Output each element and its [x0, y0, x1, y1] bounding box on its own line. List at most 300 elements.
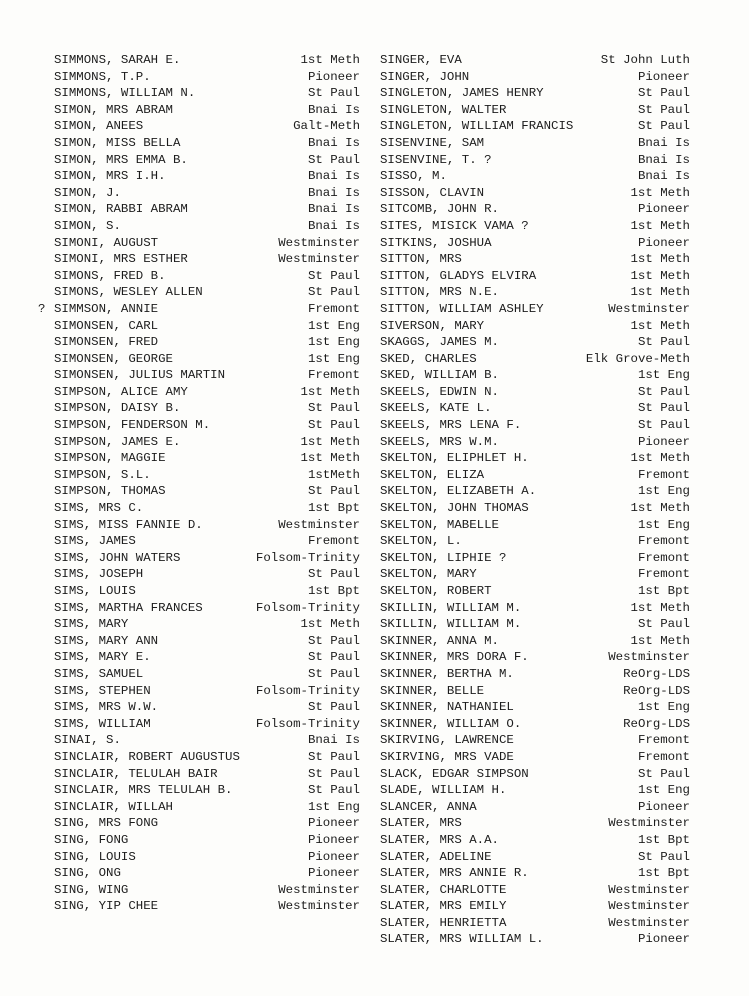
entry-church: Westminster	[608, 301, 690, 316]
entry-church: Bnai Is	[637, 135, 690, 150]
entry-church: Folsom-Trinity	[255, 550, 360, 565]
entry-name: SINGLETON, WILLIAM FRANCIS	[380, 119, 574, 134]
list-item	[380, 666, 690, 683]
entry-name: SISSON, CLAVIN	[380, 185, 485, 200]
entry-name: SIMON, S.	[54, 218, 121, 233]
entry-name: SIMON, MRS I.H.	[54, 169, 166, 184]
entry-church: St Paul	[637, 766, 690, 781]
entry-name: SKELTON, LIPHIE ?	[380, 550, 507, 565]
entry-church: Fremont	[637, 534, 690, 549]
entry-name: SIMS, LOUIS	[54, 584, 136, 598]
list-item	[380, 69, 690, 86]
entry-name: SKED, WILLIAM B.	[380, 368, 499, 383]
entry-name: SIMONI, AUGUST	[54, 235, 159, 250]
entry-church: 1st Meth	[630, 318, 690, 333]
entry-name: SIMS, MARY ANN	[54, 633, 159, 648]
entry-church: ReOrg-LDS	[623, 666, 690, 681]
list-item	[380, 583, 690, 600]
list-item	[38, 500, 360, 517]
list-item	[38, 52, 360, 69]
entry-name: SIMPSON, MAGGIE	[54, 451, 166, 466]
left-column	[38, 52, 360, 915]
list-item	[380, 882, 690, 899]
entry-name: SKED, CHARLES	[380, 351, 477, 366]
entry-church: Westminster	[278, 882, 360, 897]
entry-church: St Paul	[307, 783, 360, 798]
entry-church: 1st Meth	[630, 451, 690, 466]
entry-name: SIMONSEN, JULIUS MARTIN	[54, 368, 226, 383]
entry-name: SITTON, MRS N.E.	[380, 285, 499, 300]
entry-name: SIMS, MRS C.	[54, 501, 144, 516]
list-item	[38, 351, 360, 368]
entry-church: St Paul	[307, 749, 360, 764]
list-item	[38, 782, 360, 799]
list-item	[380, 118, 690, 135]
entry-name: SING, ONG	[54, 866, 121, 881]
list-item	[380, 367, 690, 384]
entry-church: Westminster	[278, 517, 360, 532]
entry-church: ReOrg-LDS	[623, 716, 690, 731]
list-item	[38, 550, 360, 567]
list-item	[38, 815, 360, 832]
list-item	[38, 732, 360, 749]
entry-church: St Paul	[307, 401, 360, 416]
entry-church: Folsom-Trinity	[255, 716, 360, 731]
entry-name: SLATER, MRS EMILY	[380, 899, 507, 914]
entry-name: SLATER, MRS ANNIE R.	[380, 866, 529, 881]
entry-name: SINGER, EVA	[380, 53, 462, 67]
entry-church: Bnai Is	[637, 152, 690, 167]
list-item	[380, 782, 690, 799]
list-item	[38, 683, 360, 700]
entry-name: SITTON, MRS	[380, 252, 462, 267]
entry-church: Westminster	[278, 235, 360, 250]
entry-name: SIMON, ANEES	[54, 119, 144, 134]
entry-church: Fremont	[307, 368, 360, 383]
entry-church: Westminster	[608, 915, 690, 930]
list-item	[380, 135, 690, 152]
list-item	[38, 251, 360, 268]
list-item	[38, 633, 360, 650]
list-item	[380, 334, 690, 351]
list-item	[38, 832, 360, 849]
entry-name: SITES, MISICK VAMA ?	[380, 218, 529, 233]
list-item	[380, 483, 690, 500]
list-item	[38, 218, 360, 235]
entry-church: Bnai Is	[307, 102, 360, 117]
entry-name: SIMON, J.	[54, 185, 121, 200]
entry-church: 1st Meth	[630, 633, 690, 648]
list-item	[380, 152, 690, 169]
list-item	[38, 566, 360, 583]
list-item	[38, 367, 360, 384]
entry-name: SKIRVING, MRS VADE	[380, 749, 514, 764]
entry-name: SKELTON, JOHN THOMAS	[380, 501, 529, 516]
entry-church: St Paul	[637, 102, 690, 117]
entry-church: St Paul	[637, 617, 690, 632]
list-item	[38, 799, 360, 816]
entry-church: 1st Meth	[300, 384, 360, 399]
entry-name: SIMONSEN, CARL	[54, 318, 159, 333]
entry-church: Pioneer	[307, 866, 360, 881]
entry-name: SINCLAIR, TELULAH BAIR	[54, 766, 218, 781]
entry-name: SIMPSON, ALICE AMY	[54, 384, 188, 399]
entry-name: SKELTON, ELIPHLET H.	[380, 451, 529, 466]
entry-church: Bnai Is	[637, 169, 690, 184]
entry-name: SKIRVING, LAWRENCE	[380, 733, 514, 748]
entry-name: SISENVINE, SAM	[380, 135, 485, 150]
entry-name: SKEELS, MRS W.M.	[380, 434, 499, 449]
list-item	[380, 915, 690, 932]
list-item	[380, 699, 690, 716]
entry-name: SISSO, M.	[380, 169, 447, 184]
list-item	[380, 849, 690, 866]
list-item	[380, 168, 690, 185]
entry-name: SIMMONS, SARAH E.	[54, 53, 181, 67]
list-item	[38, 666, 360, 683]
list-item	[38, 118, 360, 135]
entry-name: SLATER, CHARLOTTE	[380, 882, 507, 897]
entry-name: SIMPSON, DAISY B.	[54, 401, 181, 416]
entry-name: SKINNER, BELLE	[380, 683, 485, 698]
entry-name: SIMS, STEPHEN	[54, 683, 151, 698]
entry-church: 1st Meth	[630, 501, 690, 516]
entry-church: 1st Eng	[307, 318, 360, 333]
list-item	[38, 898, 360, 915]
entry-church: St Paul	[307, 567, 360, 582]
entry-church: 1st Bpt	[307, 584, 360, 598]
entry-church: St Paul	[307, 418, 360, 433]
list-item	[380, 52, 690, 69]
entry-church: Bnai Is	[307, 169, 360, 184]
entry-church: St Paul	[307, 152, 360, 167]
entry-name: SIMMONS, T.P.	[54, 69, 151, 84]
entry-church: Westminster	[608, 882, 690, 897]
entry-church: 1st Meth	[300, 617, 360, 632]
entry-name: SIMON, MISS BELLA	[54, 135, 181, 150]
list-item	[38, 882, 360, 899]
entry-name: SIMS, MARY E.	[54, 650, 151, 665]
list-item	[380, 318, 690, 335]
entry-church: Westminster	[608, 899, 690, 914]
entry-name: SINAI, S.	[54, 733, 121, 748]
list-item	[380, 815, 690, 832]
list-item	[380, 450, 690, 467]
entry-name: SIMS, MISS FANNIE D.	[54, 517, 203, 532]
list-item	[380, 434, 690, 451]
entry-name: SKEELS, EDWIN N.	[380, 384, 499, 399]
entry-church: 1st Bpt	[307, 501, 360, 516]
list-item	[38, 301, 360, 318]
entry-name: SLANCER, ANNA	[380, 799, 477, 814]
list-item	[38, 384, 360, 401]
entry-name: SIMS, WILLIAM	[54, 716, 151, 731]
list-item	[380, 400, 690, 417]
list-item	[38, 483, 360, 500]
entry-church: Bnai Is	[307, 202, 360, 217]
entry-church: St Paul	[307, 650, 360, 665]
entry-name: SLATER, ADELINE	[380, 849, 492, 864]
entry-church: Fremont	[637, 749, 690, 764]
list-item	[380, 85, 690, 102]
entry-name: SINGER, JOHN	[380, 69, 470, 84]
entry-church: 1st Bpt	[637, 866, 690, 881]
entry-church: St Paul	[307, 86, 360, 101]
entry-name: SKELTON, ELIZABETH A.	[380, 484, 537, 499]
entry-name: SKELTON, ROBERT	[380, 584, 492, 598]
list-item	[38, 152, 360, 169]
entry-name: SIMONS, FRED B.	[54, 268, 166, 283]
list-item	[38, 102, 360, 119]
list-item	[380, 533, 690, 550]
entry-name: SINCLAIR, ROBERT AUGUSTUS	[54, 749, 240, 764]
entry-name: SKAGGS, JAMES M.	[380, 335, 499, 350]
list-item	[380, 218, 690, 235]
query-mark: ?	[38, 301, 46, 316]
entry-church: St Paul	[637, 119, 690, 134]
entry-church: St Paul	[307, 484, 360, 499]
entry-church: Pioneer	[637, 799, 690, 814]
entry-church: Bnai Is	[307, 135, 360, 150]
list-item	[380, 832, 690, 849]
list-item	[38, 284, 360, 301]
entry-name: SLADE, WILLIAM H.	[380, 783, 507, 798]
entry-church: St Paul	[307, 766, 360, 781]
list-item	[38, 533, 360, 550]
entry-church: St Paul	[637, 335, 690, 350]
entry-name: SIMS, MARY	[54, 617, 129, 632]
list-item	[380, 766, 690, 783]
list-item	[380, 865, 690, 882]
entry-name: SKELTON, MABELLE	[380, 517, 499, 532]
entry-church: 1st Meth	[630, 268, 690, 283]
entry-name: SLACK, EDGAR SIMPSON	[380, 766, 529, 781]
list-item	[38, 334, 360, 351]
entry-name: SIMON, MRS ABRAM	[54, 102, 173, 117]
entry-name: SIMON, RABBI ABRAM	[54, 202, 188, 217]
entry-church: 1stMeth	[307, 467, 360, 482]
entry-church: Bnai Is	[307, 218, 360, 233]
list-item	[380, 749, 690, 766]
entry-name: SITKINS, JOSHUA	[380, 235, 492, 250]
entry-church: 1st Eng	[637, 368, 690, 383]
entry-church: Bnai Is	[307, 733, 360, 748]
list-item	[380, 732, 690, 749]
list-item	[38, 699, 360, 716]
list-item	[38, 185, 360, 202]
entry-name: SKELTON, ELIZA	[380, 467, 485, 482]
list-item	[38, 749, 360, 766]
entry-name: SKILLIN, WILLIAM M.	[380, 600, 522, 615]
entry-church: Folsom-Trinity	[255, 683, 360, 698]
entry-church: Galt-Meth	[293, 119, 360, 134]
entry-church: 1st Eng	[637, 783, 690, 798]
entry-name: SIVERSON, MARY	[380, 318, 485, 333]
entry-church: St Paul	[637, 384, 690, 399]
list-item	[38, 716, 360, 733]
list-item	[380, 799, 690, 816]
entry-name: SIMPSON, THOMAS	[54, 484, 166, 499]
list-item	[380, 467, 690, 484]
entry-name: SING, LOUIS	[54, 849, 136, 864]
entry-church: Fremont	[637, 567, 690, 582]
entry-church: Pioneer	[637, 434, 690, 449]
list-item	[38, 849, 360, 866]
entry-church: St John Luth	[600, 53, 690, 67]
entry-name: SLATER, MRS	[380, 816, 462, 831]
entry-church: St Paul	[307, 633, 360, 648]
entry-church: Pioneer	[307, 69, 360, 84]
entry-church: 1st Bpt	[637, 832, 690, 847]
entry-church: 1st Eng	[307, 799, 360, 814]
entry-church: ReOrg-LDS	[623, 683, 690, 698]
entry-name: SING, WING	[54, 882, 129, 897]
entry-church: Pioneer	[307, 849, 360, 864]
list-item	[380, 268, 690, 285]
entry-church: Pioneer	[307, 832, 360, 847]
entry-name: SIMONS, WESLEY ALLEN	[54, 285, 203, 300]
entry-name: SIMS, MRS W.W.	[54, 700, 159, 715]
entry-church: 1st Meth	[630, 252, 690, 267]
list-item	[38, 434, 360, 451]
list-item	[38, 85, 360, 102]
entry-church: 1st Eng	[637, 517, 690, 532]
entry-name: SLATER, MRS A.A.	[380, 832, 499, 847]
list-item	[380, 550, 690, 567]
entry-name: SIMS, JOSEPH	[54, 567, 144, 582]
entry-name: SKINNER, BERTHA M.	[380, 666, 514, 681]
list-item	[380, 251, 690, 268]
list-item	[380, 284, 690, 301]
entry-name: SING, YIP CHEE	[54, 899, 159, 914]
list-item	[38, 616, 360, 633]
entry-church: 1st Meth	[630, 218, 690, 233]
entry-church: 1st Meth	[630, 185, 690, 200]
entry-church: Fremont	[637, 733, 690, 748]
entry-name: SINGLETON, WALTER	[380, 102, 507, 117]
list-item	[380, 898, 690, 915]
entry-church: St Paul	[307, 285, 360, 300]
entry-church: Elk Grove-Meth	[585, 351, 690, 366]
list-item	[380, 931, 690, 948]
list-item	[380, 500, 690, 517]
entry-church: Pioneer	[637, 932, 690, 947]
list-item	[38, 235, 360, 252]
list-item	[380, 417, 690, 434]
list-item	[38, 467, 360, 484]
entry-church: Westminster	[608, 650, 690, 665]
list-item	[38, 168, 360, 185]
entry-church: Pioneer	[637, 69, 690, 84]
list-item	[380, 301, 690, 318]
entry-name: SIMONI, MRS ESTHER	[54, 252, 188, 267]
entry-church: St Paul	[637, 86, 690, 101]
entry-name: SKINNER, NATHANIEL	[380, 700, 514, 715]
list-item	[38, 69, 360, 86]
entry-church: Fremont	[637, 550, 690, 565]
list-item	[380, 633, 690, 650]
list-item	[38, 268, 360, 285]
entry-church: Fremont	[307, 534, 360, 549]
entry-name: SKELTON, MARY	[380, 567, 477, 582]
entry-name: SIMS, JOHN WATERS	[54, 550, 181, 565]
list-item	[380, 384, 690, 401]
list-item	[38, 450, 360, 467]
entry-church: St Paul	[307, 268, 360, 283]
entry-name: SKILLIN, WILLIAM M.	[380, 617, 522, 632]
list-item	[38, 135, 360, 152]
list-item	[38, 517, 360, 534]
entry-name: SIMONSEN, FRED	[54, 335, 159, 350]
list-item	[38, 600, 360, 617]
list-item	[38, 649, 360, 666]
entry-church: 1st Meth	[300, 434, 360, 449]
list-item	[380, 566, 690, 583]
entry-name: SKEELS, MRS LENA F.	[380, 418, 522, 433]
entry-name: SLATER, MRS WILLIAM L.	[380, 932, 544, 947]
list-item	[380, 351, 690, 368]
entry-church: Westminster	[608, 816, 690, 831]
list-item	[380, 517, 690, 534]
entry-name: SIMON, MRS EMMA B.	[54, 152, 188, 167]
entry-name: SKEELS, KATE L.	[380, 401, 492, 416]
entry-name: SIMS, MARTHA FRANCES	[54, 600, 203, 615]
entry-name: SIMS, SAMUEL	[54, 666, 144, 681]
entry-church: 1st Eng	[307, 351, 360, 366]
entry-church: 1st Eng	[637, 484, 690, 499]
list-item	[38, 583, 360, 600]
entry-church: Folsom-Trinity	[255, 600, 360, 615]
list-item	[380, 683, 690, 700]
entry-church: 1st Meth	[630, 600, 690, 615]
list-item	[380, 600, 690, 617]
entry-church: 1st Meth	[630, 285, 690, 300]
entry-church: St Paul	[637, 849, 690, 864]
list-item	[38, 865, 360, 882]
entry-church: Westminster	[278, 899, 360, 914]
entry-name: SINCLAIR, WILLAH	[54, 799, 173, 814]
entry-church: St Paul	[307, 666, 360, 681]
list-item	[38, 766, 360, 783]
entry-church: St Paul	[637, 418, 690, 433]
entry-church: 1st Meth	[300, 451, 360, 466]
entry-church: St Paul	[637, 401, 690, 416]
entry-name: SKINNER, MRS DORA F.	[380, 650, 529, 665]
entry-name: SIMS, JAMES	[54, 534, 136, 549]
entry-church: Fremont	[637, 467, 690, 482]
entry-name: SITCOMB, JOHN R.	[380, 202, 499, 217]
entry-name: SING, MRS FONG	[54, 816, 159, 831]
entry-church: St Paul	[307, 700, 360, 715]
list-item	[380, 649, 690, 666]
entry-name: SIMPSON, S.L.	[54, 467, 151, 482]
entry-name: SKINNER, ANNA M.	[380, 633, 499, 648]
list-item	[380, 235, 690, 252]
entry-name: SLATER, HENRIETTA	[380, 915, 507, 930]
entry-name: SKINNER, WILLIAM O.	[380, 716, 522, 731]
entry-church: 1st Bpt	[637, 584, 690, 598]
list-item	[38, 400, 360, 417]
entry-name: SINCLAIR, MRS TELULAH B.	[54, 783, 233, 798]
entry-name: SIMMONS, WILLIAM N.	[54, 86, 196, 101]
entry-church: 1st Eng	[637, 700, 690, 715]
right-column	[380, 52, 690, 948]
entry-name: SIMMSON, ANNIE	[54, 301, 159, 316]
entry-name: SITTON, WILLIAM ASHLEY	[380, 301, 544, 316]
list-item	[380, 616, 690, 633]
list-item	[38, 417, 360, 434]
entry-church: Westminster	[278, 252, 360, 267]
